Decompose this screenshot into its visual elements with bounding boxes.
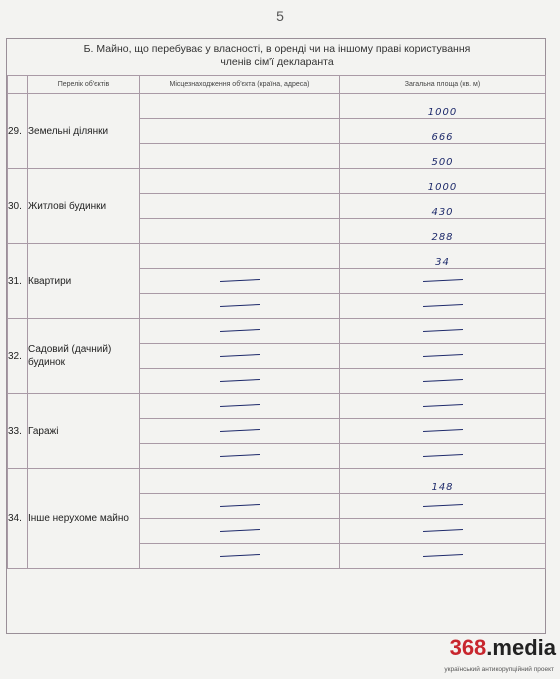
dash-mark	[220, 429, 260, 432]
dash-mark	[220, 279, 260, 282]
dash-mark	[220, 504, 260, 507]
dash-mark	[423, 429, 463, 432]
area-value: 430	[340, 194, 546, 219]
header-area: Загальна площа (кв. м)	[340, 76, 546, 94]
dash-cell	[140, 344, 340, 369]
header-type: Перелік об'єктів	[28, 76, 140, 94]
dash-cell	[140, 269, 340, 294]
table-row	[8, 469, 546, 494]
declaration-form-section	[6, 38, 546, 634]
row-label: Квартири	[28, 244, 140, 319]
dash-mark	[220, 379, 260, 382]
dash-mark	[423, 404, 463, 407]
dash-cell	[340, 369, 546, 394]
dash-cell	[340, 394, 546, 419]
row-label: Земельні ділянки	[28, 94, 140, 169]
dash-mark	[220, 529, 260, 532]
row-number: 33.	[8, 394, 28, 469]
area-value: 1000	[340, 94, 546, 119]
dash-cell	[140, 444, 340, 469]
area-value: 34	[340, 244, 546, 269]
property-table	[7, 75, 546, 569]
dash-mark	[220, 354, 260, 357]
dash-mark	[220, 329, 260, 332]
location-cell	[140, 94, 340, 119]
watermark-tagline: український антикорупційний проект	[444, 666, 554, 673]
dash-mark	[220, 304, 260, 307]
area-value: 1000	[340, 169, 546, 194]
location-cell	[140, 469, 340, 494]
row-label: Житлові будинки	[28, 169, 140, 244]
dash-mark	[423, 279, 463, 282]
area-value: 148	[340, 469, 546, 494]
dash-cell	[340, 319, 546, 344]
dash-cell	[140, 369, 340, 394]
dash-mark	[423, 454, 463, 457]
table-row	[8, 394, 546, 419]
row-number: 29.	[8, 94, 28, 169]
dash-mark	[220, 404, 260, 407]
dash-cell	[140, 394, 340, 419]
header-location: Місцезнаходження об'єкта (країна, адреса)	[140, 76, 340, 94]
dash-cell	[140, 419, 340, 444]
location-cell	[140, 119, 340, 144]
page-number: 5	[276, 8, 284, 24]
location-cell	[140, 194, 340, 219]
row-number: 34.	[8, 469, 28, 569]
location-cell	[140, 219, 340, 244]
location-cell	[140, 244, 340, 269]
dash-cell	[340, 294, 546, 319]
dash-cell	[340, 544, 546, 569]
dash-mark	[423, 329, 463, 332]
dash-cell	[340, 494, 546, 519]
row-number: 30.	[8, 169, 28, 244]
dash-cell	[140, 519, 340, 544]
dash-mark	[423, 529, 463, 532]
dash-mark	[423, 304, 463, 307]
row-label: Гаражі	[28, 394, 140, 469]
dash-mark	[423, 504, 463, 507]
dash-cell	[140, 319, 340, 344]
table-row	[8, 244, 546, 269]
table-header-row	[8, 76, 546, 94]
dash-cell	[140, 544, 340, 569]
section-title: Б. Майно, що перебуває у власності, в оренді чи на іншому праві користування членів сім'ї декларанта	[83, 43, 471, 68]
row-label: Інше нерухоме майно	[28, 469, 140, 569]
brand-watermark: 368.media	[449, 635, 556, 660]
dash-cell	[340, 344, 546, 369]
row-label: Садовий (дачний) будинок	[28, 319, 140, 394]
area-value: 500	[340, 144, 546, 169]
dash-cell	[340, 444, 546, 469]
area-value: 666	[340, 119, 546, 144]
table-row	[8, 169, 546, 194]
row-number: 32.	[8, 319, 28, 394]
dash-mark	[220, 554, 260, 557]
dash-cell	[340, 419, 546, 444]
location-cell	[140, 144, 340, 169]
dash-mark	[220, 454, 260, 457]
dash-mark	[423, 554, 463, 557]
table-row	[8, 319, 546, 344]
dash-cell	[140, 494, 340, 519]
dash-cell	[340, 269, 546, 294]
dash-mark	[423, 379, 463, 382]
row-number: 31.	[8, 244, 28, 319]
dash-cell	[140, 294, 340, 319]
location-cell	[140, 169, 340, 194]
header-num	[8, 76, 28, 94]
table-row	[8, 94, 546, 119]
area-value: 288	[340, 219, 546, 244]
dash-cell	[340, 519, 546, 544]
dash-mark	[423, 354, 463, 357]
